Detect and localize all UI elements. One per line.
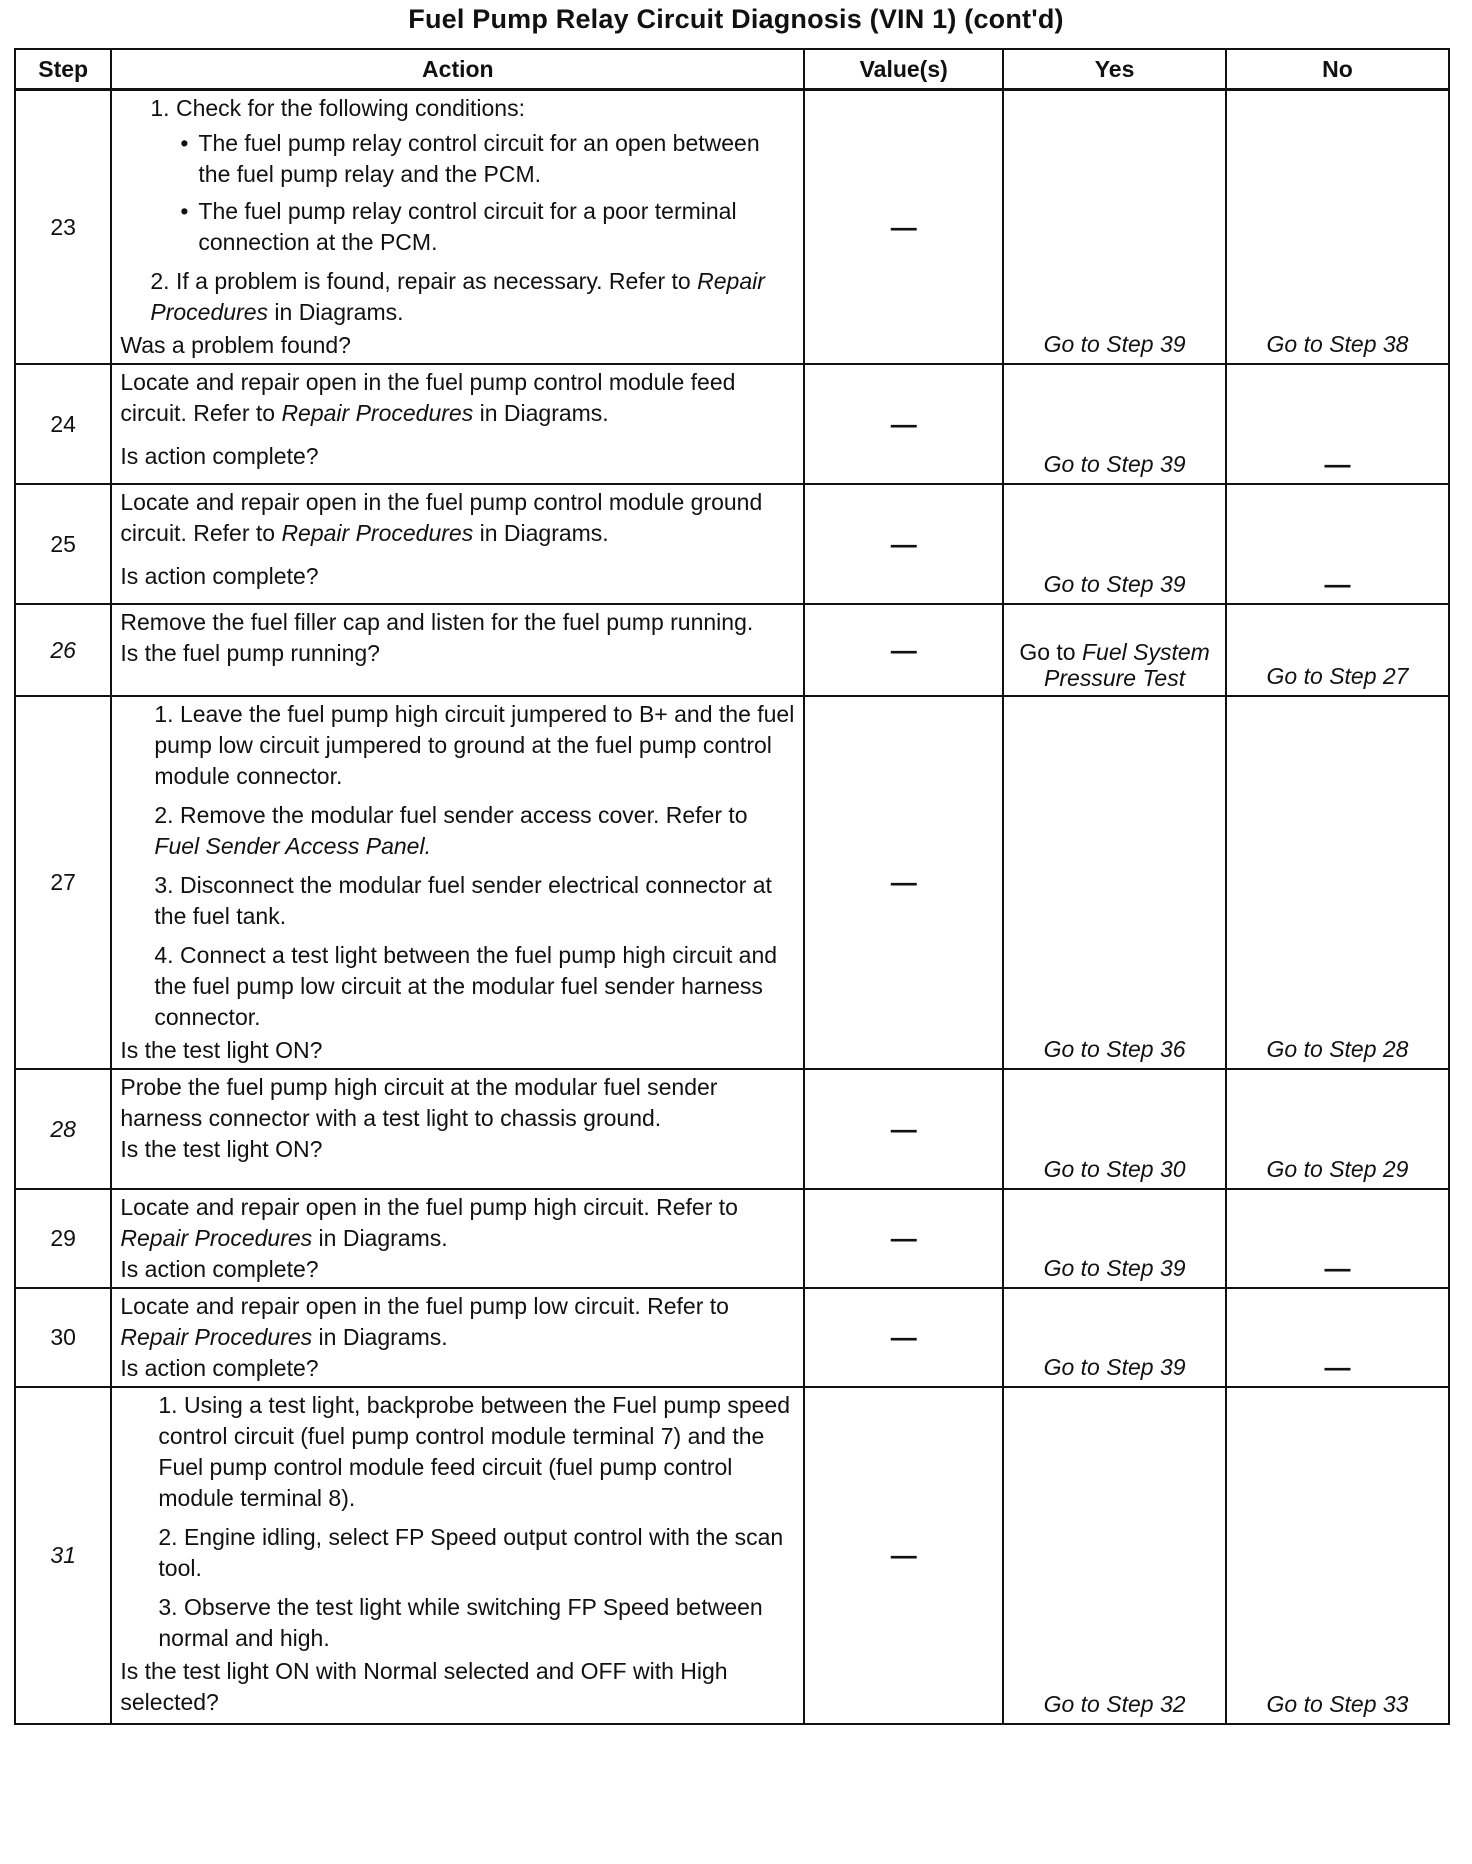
action-cell: Locate and repair open in the fuel pump control module feed circuit. Refer to Repair Procedures in Diagrams. Is action complete? [111,364,804,484]
action-question: Is the test light ON? [120,1037,323,1063]
action-cell: Locate and repair open in the fuel pump low circuit. Refer to Repair Procedures in Diagrams. Is action complete? [111,1288,804,1387]
value-cell: — [804,364,1003,484]
value-cell: — [804,1387,1003,1724]
yes-cell: Go to Step 30 [1003,1069,1226,1189]
action-cell: Probe the fuel pump high circuit at the modular fuel sender harness connector with a test light to chassis ground. Is the test light ON? [111,1069,804,1189]
value-cell: — [804,1069,1003,1189]
table-row-step-23 [15,90,1449,365]
action-cell [111,1387,804,1724]
step-number: 26 [15,604,111,696]
header-no: No [1226,49,1449,90]
action-item: 4. Connect a test light between the fuel pump high circuit and the fuel pump low circuit at the modular fuel sender harness connector. [154,942,778,1030]
value-cell: — [804,90,1003,365]
bullet-item: • The fuel pump relay control circuit for a poor terminal connection at the PCM. [180,196,797,258]
step-number: 23 [15,90,111,365]
action-cell: Remove the fuel filler cap and listen for the fuel pump running. Is the fuel pump running? [111,604,804,696]
header-yes: Yes [1003,49,1226,90]
yes-cell: Go to Step 39 [1003,90,1226,365]
table-row-step-25 [15,484,1449,604]
page-title: Fuel Pump Relay Circuit Diagnosis (VIN 1) (cont'd) [408,4,1064,34]
action-item: 2. Remove the modular fuel sender access cover. Refer to Fuel Sender Access Panel. [154,802,748,859]
action-item: 2. Engine idling, select FP Speed output control with the scan tool. [158,1524,784,1581]
action-question: Is the fuel pump running? [120,640,380,666]
table-header-row [15,49,1449,90]
table-row-step-26 [15,604,1449,696]
value-cell: — [804,484,1003,604]
step-number: 30 [15,1288,111,1387]
yes-cell: Go to Step 32 [1003,1387,1226,1724]
action-question: Is action complete? [120,1256,319,1282]
yes-cell: Go to Step 36 [1003,696,1226,1069]
action-item: 1. Check for the following conditions: • The fuel pump relay control circuit for an open between the fuel pump relay and the PCM. • The fuel pump relay control circuit for a poor terminal connection at the PCM. [140,93,797,258]
action-cell [111,90,804,365]
action-item: 3. Observe the test light while switching FP Speed between normal and high. [158,1594,763,1651]
action-cell [111,696,804,1069]
action-question: Is action complete? [120,563,319,589]
no-cell: — [1226,1288,1449,1387]
value-cell: — [804,696,1003,1069]
action-cell: Locate and repair open in the fuel pump high circuit. Refer to Repair Procedures in Diagrams. Is action complete? [111,1189,804,1288]
no-cell: Go to Step 28 [1226,696,1449,1069]
header-action: Action [111,49,804,90]
header-step: Step [15,49,111,90]
value-cell: — [804,1288,1003,1387]
action-question: Is action complete? [120,1355,319,1381]
step-number: 27 [15,696,111,1069]
value-cell: — [804,1189,1003,1288]
bullet-item: • The fuel pump relay control circuit for an open between the fuel pump relay and the PCM. [180,128,797,190]
action-item: 1. Leave the fuel pump high circuit jumpered to B+ and the fuel pump low circuit jumpered to ground at the fuel pump control module connector. [154,701,795,789]
step-number: 29 [15,1189,111,1288]
action-question: Is the test light ON with Normal selected and OFF with High selected? [120,1658,728,1715]
no-cell: Go to Step 38 [1226,90,1449,365]
yes-cell: Go to Step 39 [1003,484,1226,604]
action-question: Is action complete? [120,443,319,469]
diagnosis-table [14,48,1450,1725]
yes-cell: Go to Fuel System Pressure Test [1003,604,1226,696]
step-number: 25 [15,484,111,604]
yes-cell: Go to Step 39 [1003,364,1226,484]
action-item: 1. Using a test light, backprobe between the Fuel pump speed control circuit (fuel pump control module terminal 7) and the Fuel pump control module feed circuit (fuel pump control module terminal 8). [158,1392,791,1511]
table-row-step-27 [15,696,1449,1069]
step-number: 24 [15,364,111,484]
action-question: Is the test light ON? [120,1136,323,1162]
header-values: Value(s) [804,49,1003,90]
action-cell: Locate and repair open in the fuel pump control module ground circuit. Refer to Repair Procedures in Diagrams. Is action complete? [111,484,804,604]
yes-cell: Go to Step 39 [1003,1288,1226,1387]
no-cell: Go to Step 29 [1226,1069,1449,1189]
table-row-step-24 [15,364,1449,484]
action-item: 2. If a problem is found, repair as necessary. Refer to Repair Procedures in Diagrams. [150,268,765,325]
action-question: Was a problem found? [120,332,351,358]
no-cell: — [1226,364,1449,484]
table-row-step-29 [15,1189,1449,1288]
table-row-step-31 [15,1387,1449,1724]
table-row-step-30 [15,1288,1449,1387]
no-cell: — [1226,484,1449,604]
table-row-step-28 [15,1069,1449,1189]
step-number: 28 [15,1069,111,1189]
step-number: 31 [15,1387,111,1724]
no-cell: Go to Step 33 [1226,1387,1449,1724]
yes-cell: Go to Step 39 [1003,1189,1226,1288]
value-cell: — [804,604,1003,696]
no-cell: Go to Step 27 [1226,604,1449,696]
action-item: 3. Disconnect the modular fuel sender electrical connector at the fuel tank. [154,872,772,929]
no-cell: — [1226,1189,1449,1288]
